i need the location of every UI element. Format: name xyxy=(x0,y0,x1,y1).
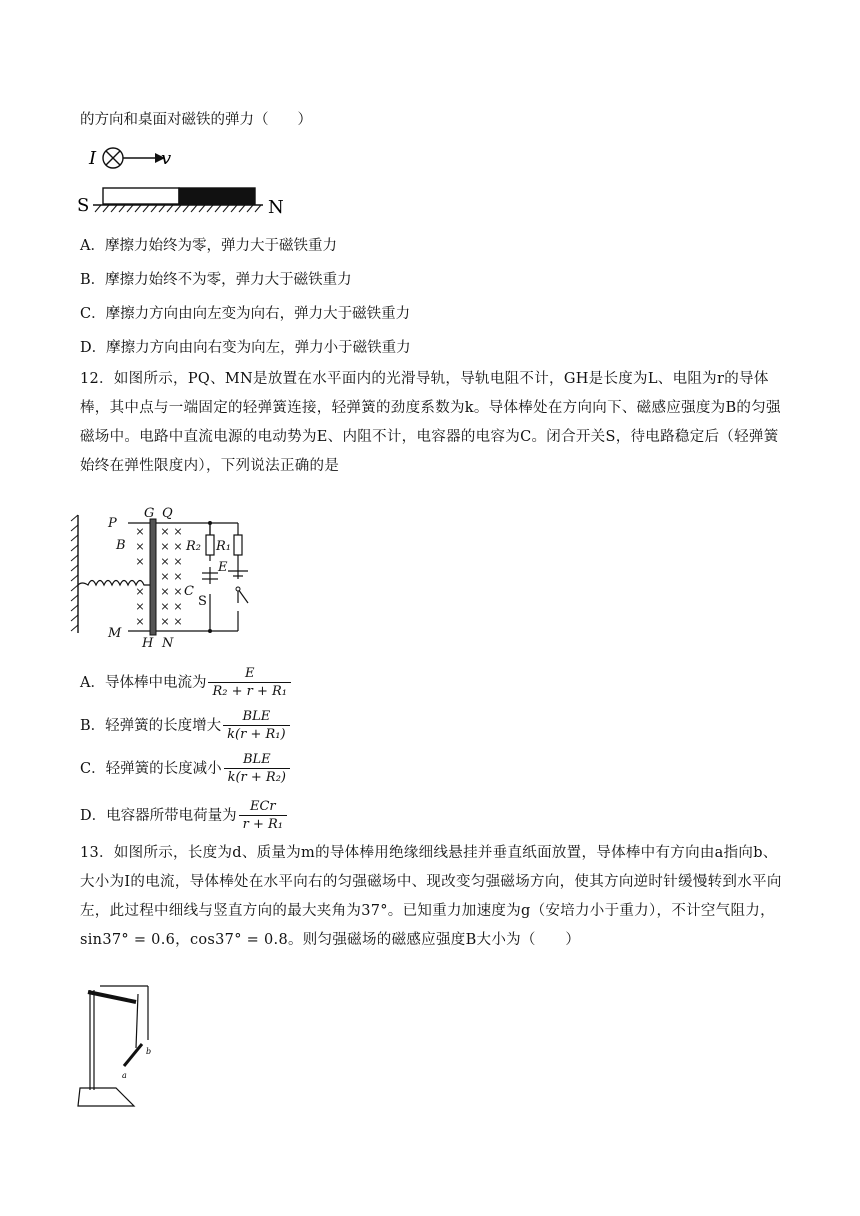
conductor-rod-gh xyxy=(150,519,156,635)
svg-text:×: × xyxy=(173,600,183,613)
velocity-label: v xyxy=(161,148,172,169)
question-12-stem: 12．如图所示，PQ、MN是放置在水平面内的光滑导轨，导轨电阻不计，GH是长度为L、电阻为r的导体棒，其中点与一端固定的轻弹簧连接，轻弹簧的劲度系数为k。导体棒处在方向向下、磁感应强度为B的匀强磁场中。电路中直流电源的电动势为E、内阻不计，电容器的电容为C。闭合开关S，待电路稳定后（轻弹簧始终在弹性限度内），下列说法正确的是 xyxy=(80,371,781,474)
svg-text:×: × xyxy=(160,600,170,613)
svg-text:×: × xyxy=(135,540,145,553)
svg-text:C: C xyxy=(184,584,194,599)
svg-text:×: × xyxy=(173,525,183,538)
svg-text:×: × xyxy=(173,585,183,598)
svg-text:×: × xyxy=(160,585,170,598)
svg-text:Q: Q xyxy=(162,506,173,521)
q11-option-d: D．摩擦力方向由向右变为向左，弹力小于磁铁重力 xyxy=(80,340,411,356)
q12-option-b: B．轻弹簧的长度增大 $\frac{\text{BLE}}{\text{k(r + R₁)}}$ xyxy=(80,709,290,743)
q11-option-a: A．摩擦力始终为零，弹力大于磁铁重力 xyxy=(80,238,337,254)
question-11-stem-tail: 的方向和桌面对磁铁的弹力（ ） xyxy=(80,112,312,128)
svg-text:×: × xyxy=(135,525,145,538)
magnet-n-half xyxy=(179,188,255,204)
svg-text:×: × xyxy=(173,540,183,553)
figure-11-magnet-wire xyxy=(75,140,305,220)
question-13-stem: 13．如图所示，长度为d、质量为m的导体棒用绝缘细线悬挂并垂直纸面放置，导体棒中有方向由a指向b、大小为I的电流，导体棒处在水平向右的匀强磁场中、现改变匀强磁场方向，使其方向逆时针缓慢转到水平向左，此过程中细线与竖直方向的最大夹角为37°。已知重力加速度为g（安培力小于重力），不计空气阻力，sin37° = 0.6，cos37° = 0.8。则匀强磁场的磁感应强度B大小为（ ） xyxy=(80,845,782,948)
svg-text:M: M xyxy=(108,626,122,641)
q11-option-c: C．摩擦力方向由向左变为向右，弹力大于磁铁重力 xyxy=(80,306,411,322)
q12-option-a: A．导体棒中电流为 $\frac{E}{\text{R₂ + r + R₁}}$ xyxy=(80,666,291,700)
svg-text:×: × xyxy=(160,615,170,628)
conductor-rod xyxy=(124,1044,142,1066)
svg-text:E: E xyxy=(218,560,228,575)
svg-text:×: × xyxy=(135,600,145,613)
svg-text:×: × xyxy=(173,615,183,628)
svg-text:×: × xyxy=(135,585,145,598)
svg-text:H: H xyxy=(142,636,154,651)
pole-n-label: N xyxy=(268,197,284,218)
svg-text:B: B xyxy=(116,538,126,553)
svg-text:R₂: R₂ xyxy=(186,539,201,554)
svg-text:×: × xyxy=(160,555,170,568)
svg-text:×: × xyxy=(160,525,170,538)
current-label: I xyxy=(89,148,97,169)
clamp-arm xyxy=(88,992,136,1002)
figure-13-hanging-rod xyxy=(76,978,176,1108)
pole-s-label: S xyxy=(77,195,90,216)
q11-option-b: B．摩擦力始终不为零，弹力大于磁铁重力 xyxy=(80,272,352,288)
svg-text:G: G xyxy=(144,506,155,521)
svg-text:×: × xyxy=(160,570,170,583)
svg-text:×: × xyxy=(135,555,145,568)
end-b-label: b xyxy=(146,1047,152,1056)
svg-text:R₁: R₁ xyxy=(216,539,231,554)
svg-text:P: P xyxy=(108,516,117,531)
magnet-s-half xyxy=(103,188,179,204)
svg-text:×: × xyxy=(135,615,145,628)
end-a-label: a xyxy=(122,1071,127,1080)
svg-text:×: × xyxy=(173,570,183,583)
svg-text:N: N xyxy=(162,636,174,651)
svg-text:×: × xyxy=(173,555,183,568)
q12-option-c: C．轻弹簧的长度减小 $\frac{\text{BLE}}{\text{k(r + R₂)}}$ xyxy=(80,752,290,786)
figure-12-circuit xyxy=(70,505,260,650)
stand-base xyxy=(78,1088,134,1106)
svg-text:×: × xyxy=(160,540,170,553)
q12-option-d: D．电容器所带电荷量为 $\frac{\text{ECr}}{\text{r + R₁}}$ xyxy=(80,799,287,833)
svg-text:S: S xyxy=(198,594,207,609)
